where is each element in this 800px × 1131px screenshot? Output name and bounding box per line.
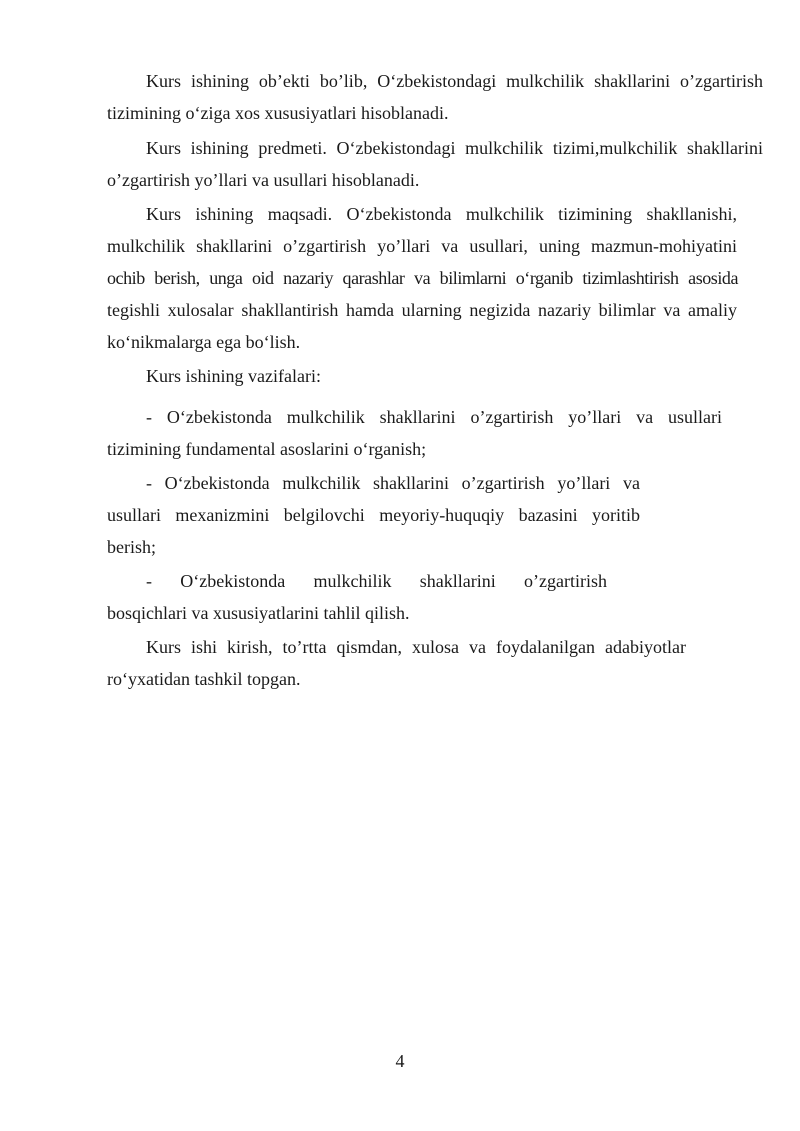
- paragraph-aim-line-5: ko‘nikmalarga ega bo‘lish.: [107, 332, 301, 352]
- task-2-line-2: usullari mexanizmini belgilovchi meyoriy-huquqiy bazasini yoritib: [107, 505, 640, 525]
- task-3-line-1: - O‘zbekistonda mulkchilik shakllarini o’zgartirish: [146, 571, 607, 591]
- paragraph-aim-line-2: mulkchilik shakllarini o’zgartirish yo’llari va usullari, uning mazmun-mohiyatini: [107, 236, 737, 256]
- paragraph-aim-line-3: ochib berish, unga oid nazariy qarashlar va bilimlarni o‘rganib tizimlashtirish asosida: [107, 268, 738, 288]
- task-2-line-3: berish;: [107, 537, 156, 557]
- page-number: 4: [395, 1051, 405, 1071]
- task-3-line-2: bosqichlari va xususiyatlarini tahlil qilish.: [107, 603, 410, 623]
- task-2-line-1: - O‘zbekistonda mulkchilik shakllarini o’zgartirish yo’llari va: [146, 473, 640, 493]
- paragraph-aim-line-1: Kurs ishining maqsadi. O‘zbekistonda mulkchilik tizimining shakllanishi,: [146, 204, 737, 224]
- paragraph-structure-line-2: ro‘yxatidan tashkil topgan.: [107, 669, 301, 689]
- task-1-line-2: tizimining fundamental asoslarini o‘rganish;: [107, 439, 427, 459]
- paragraph-object-line-2: tizimining o‘ziga xos xususiyatlari hisoblanadi.: [107, 103, 449, 123]
- paragraph-object-line-1: Kurs ishining ob’ekti bo’lib, O‘zbekistondagi mulkchilik shakllarini o’zgartirish: [146, 71, 763, 91]
- paragraph-aim-line-4: tegishli xulosalar shakllantirish hamda ularning negizida nazariy bilimlar va amaliy: [107, 300, 737, 320]
- paragraph-subject-line-2: o’zgartirish yo’llari va usullari hisoblanadi.: [107, 170, 420, 190]
- tasks-heading: Kurs ishining vazifalari:: [146, 366, 321, 386]
- paragraph-subject-line-1: Kurs ishining predmeti. O‘zbekistondagi mulkchilik tizimi,mulkchilik shakllarini: [146, 138, 763, 158]
- paragraph-structure-line-1: Kurs ishi kirish, to’rtta qismdan, xulosa va foydalanilgan adabiyotlar: [146, 637, 686, 657]
- task-1-line-1: - O‘zbekistonda mulkchilik shakllarini o’zgartirish yo’llari va usullari: [146, 407, 722, 427]
